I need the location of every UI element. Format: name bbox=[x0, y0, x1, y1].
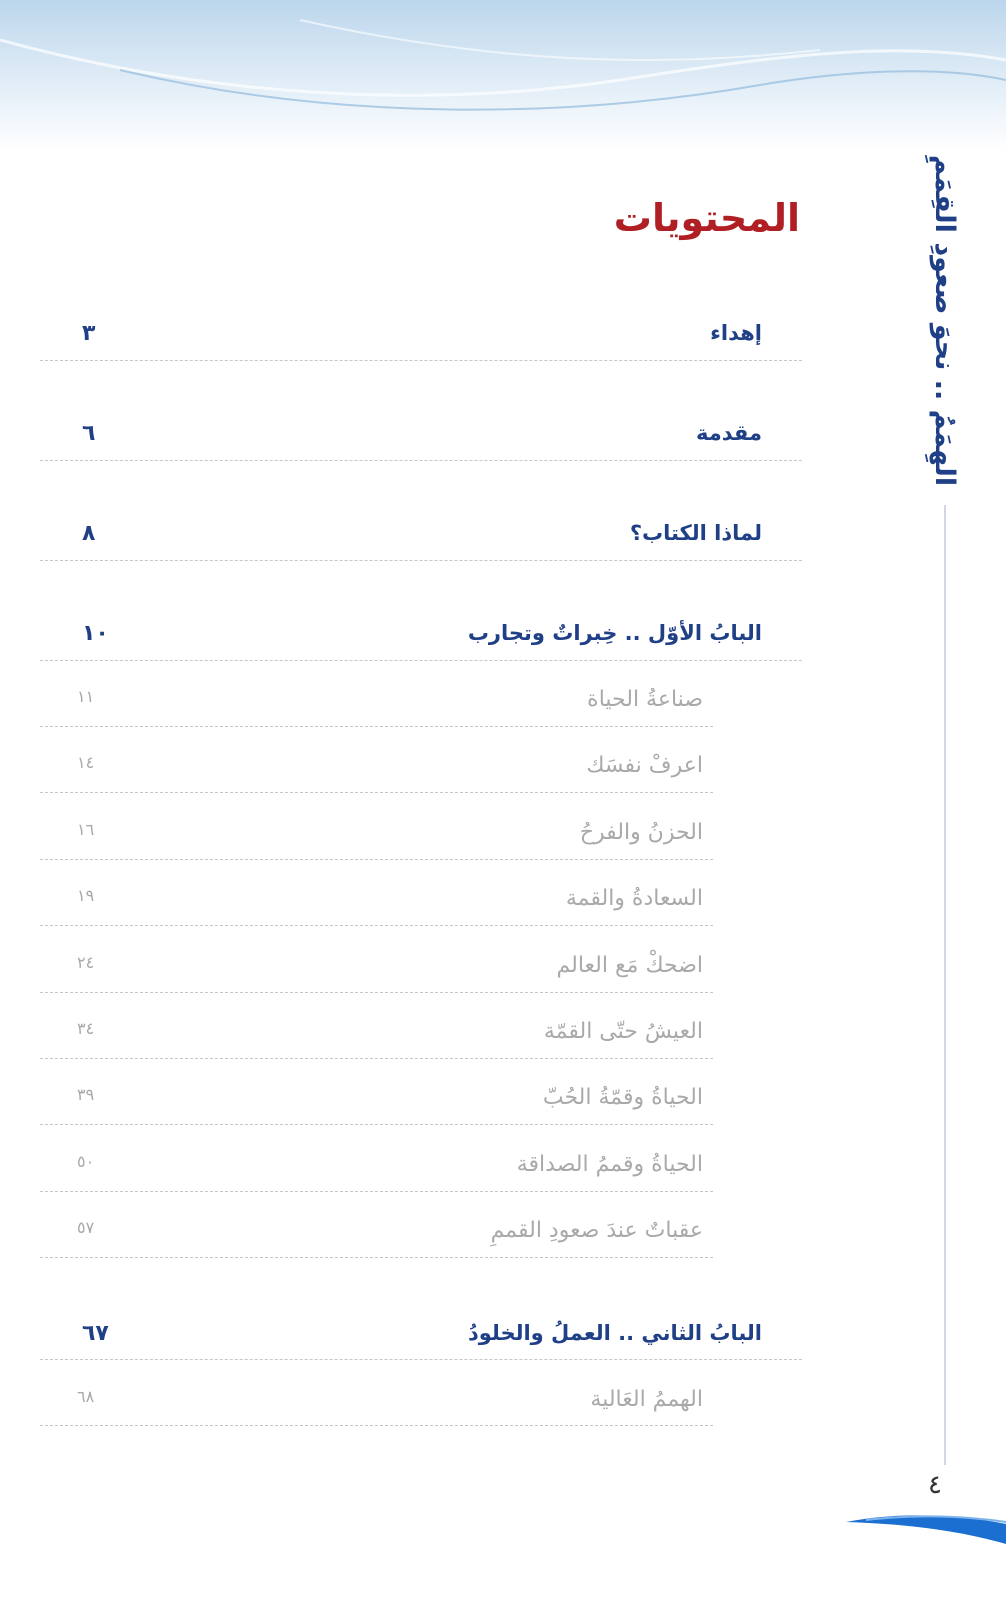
toc-divider bbox=[40, 660, 802, 661]
toc-divider bbox=[40, 792, 713, 793]
toc-entry-title: مقدمة bbox=[696, 421, 762, 445]
toc-entry-title: اضحكْ مَع العالم bbox=[556, 953, 703, 978]
side-book-title-text: الهِمَمُ .. نحوَ صعودِ القِمَمِ bbox=[929, 154, 961, 486]
toc-entry-dedication bbox=[40, 321, 762, 361]
toc-subentry bbox=[35, 953, 703, 993]
toc-entry-title: العيشُ حتّى القمّة bbox=[543, 1019, 703, 1044]
toc-divider bbox=[40, 726, 713, 727]
toc-entry-page: ١٦ bbox=[77, 820, 95, 839]
toc-entry-title: الحياةُ وقمّةُ الحُبّ bbox=[542, 1085, 703, 1110]
toc-entry-page: ٥٠ bbox=[77, 1152, 95, 1171]
toc-entry-page: ١١ bbox=[77, 687, 95, 706]
side-divider-line bbox=[944, 505, 946, 1465]
top-wave-decoration bbox=[0, 0, 1006, 150]
page-number: ٤ bbox=[928, 1470, 942, 1500]
toc-divider bbox=[40, 1257, 713, 1258]
toc-entry-title: عقباتٌ عندَ صعودِ القممِ bbox=[490, 1218, 703, 1243]
toc-entry-title: البابُ الأوّل .. خِبراتٌ وتجارب bbox=[467, 621, 762, 645]
toc-entry-page: ٣٩ bbox=[77, 1085, 95, 1104]
toc-subentry bbox=[35, 1019, 703, 1059]
toc-subentry bbox=[35, 1218, 703, 1258]
toc-divider bbox=[40, 360, 802, 361]
toc-entry-page: ٦ bbox=[82, 421, 96, 446]
toc-subentry bbox=[35, 1152, 703, 1192]
toc-subentry bbox=[35, 886, 703, 926]
toc-divider bbox=[40, 1191, 713, 1192]
toc-subentry bbox=[35, 753, 703, 793]
toc-entry-chapter-two bbox=[40, 1321, 762, 1361]
toc-entry-introduction bbox=[40, 421, 762, 461]
toc-divider bbox=[40, 1124, 713, 1125]
toc-subentry bbox=[35, 1085, 703, 1125]
toc-divider bbox=[40, 859, 713, 860]
toc-entry-page: ٦٧ bbox=[82, 1321, 109, 1346]
toc-entry-title: الحزنُ والفرحُ bbox=[579, 820, 703, 845]
toc-subentry bbox=[35, 820, 703, 860]
toc-entry-title: إهداء bbox=[710, 321, 762, 345]
toc-entry-page: ٣٤ bbox=[77, 1019, 95, 1038]
toc-entry-title: صناعةُ الحياة bbox=[587, 687, 703, 712]
toc-entry-title: السعادةُ والقمة bbox=[565, 886, 703, 911]
toc-entry-page: ٨ bbox=[82, 521, 96, 546]
toc-entry-page: ٣ bbox=[82, 321, 96, 346]
toc-divider bbox=[40, 925, 713, 926]
toc-divider bbox=[40, 1359, 802, 1360]
toc-heading: المحتويات bbox=[613, 196, 800, 240]
toc-entry-page: ١٩ bbox=[77, 886, 95, 905]
toc-entry-page: ١٤ bbox=[77, 753, 95, 772]
toc-entry-page: ٥٧ bbox=[77, 1218, 95, 1237]
toc-entry-title: الحياةُ وقممُ الصداقة bbox=[516, 1152, 703, 1177]
toc-entry-title: اعرفْ نفسَك bbox=[586, 753, 703, 778]
toc-subentry bbox=[35, 687, 703, 727]
toc-entry-title: لماذا الكتاب؟ bbox=[629, 521, 762, 545]
toc-entry-title: البابُ الثاني .. العملُ والخلودُ bbox=[467, 1321, 762, 1345]
toc-subentry bbox=[35, 1387, 703, 1427]
toc-entry-title: الهممُ العَالية bbox=[590, 1387, 703, 1412]
toc-divider bbox=[40, 1058, 713, 1059]
toc-divider bbox=[40, 460, 802, 461]
side-book-title bbox=[920, 140, 970, 500]
bottom-swoosh-decoration bbox=[846, 1500, 1006, 1564]
toc-entry-page: ٦٨ bbox=[77, 1387, 95, 1406]
toc-entry-page: ١٠ bbox=[82, 621, 109, 646]
toc-divider bbox=[40, 560, 802, 561]
toc-entry-chapter-one bbox=[40, 621, 762, 661]
toc-divider bbox=[40, 1425, 713, 1426]
toc-divider bbox=[40, 992, 713, 993]
toc-entry-why-book bbox=[40, 521, 762, 561]
toc-entry-page: ٢٤ bbox=[77, 953, 95, 972]
